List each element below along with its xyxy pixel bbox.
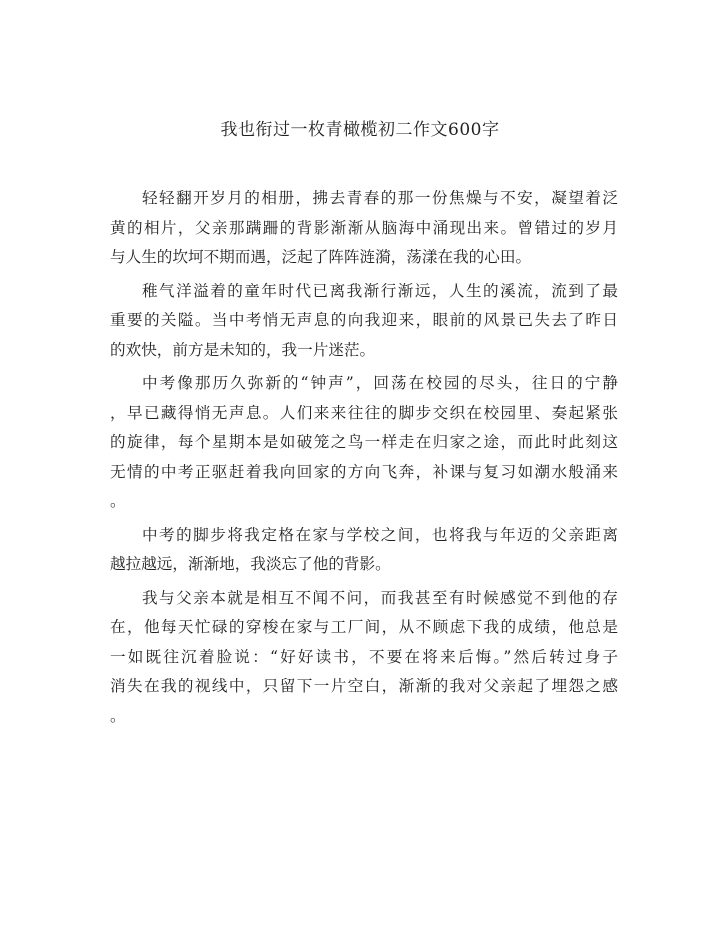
paragraph-line: 的欢快，前方是未知的，我一片迷茫。	[110, 340, 376, 359]
paragraph-line: 重要的关隘。当中考悄无声息的向我迎来，眼前的风景已失去了昨日	[110, 311, 618, 329]
paragraph-line: 的旋律，每个星期本是如破笼之鸟一样走在归家之途，而此时此刻这	[110, 433, 618, 451]
paragraph-line: 轻轻翻开岁月的相册，拂去青春的那一份焦燥与不安，凝望着泛	[142, 189, 618, 207]
paragraph-line: 黄的相片，父亲那蹒跚的背影渐渐从脑海中涌现出来。曾错过的岁月	[110, 218, 618, 237]
paragraph-line: 在，他每天忙碌的穿梭在家与工厂间，从不顾虑下我的成绩，他总是	[110, 618, 618, 636]
document-body	[110, 184, 618, 735]
paragraph-4	[110, 521, 618, 580]
paragraph-line: 中考的脚步将我定格在家与学校之间，也将我与年迈的父亲距离	[142, 525, 618, 544]
document-title: 我也衔过一枚青橄榄初二作文600字	[220, 120, 500, 140]
paragraph-line: 。	[110, 492, 126, 510]
paragraph-line: 消失在我的视线中，只留下一片空白，渐渐的我对父亲起了埋怨之感	[110, 677, 618, 695]
paragraph-line: 稚气洋溢着的童年时代已离我渐行渐远，人生的溪流，流到了最	[142, 281, 618, 300]
paragraph-line: 中考像那历久弥新的“钟声”，回荡在校园的尽头，往日的宁静	[142, 374, 618, 392]
paragraph-line: 一如既往沉着脸说：“好好读书，不要在将来后悔。”然后转过身子	[110, 647, 618, 666]
paragraph-line: 与人生的坎坷不期而遇，泛起了阵阵涟漪，荡漾在我的心田。	[110, 248, 532, 266]
paragraph-line: 无情的中考正驱赶着我向回家的方向飞奔，补课与复习如潮水般涌来	[110, 462, 618, 481]
paragraph-1	[110, 184, 618, 273]
paragraph-5	[110, 584, 618, 732]
paragraph-line: 我与父亲本就是相互不闻不问，而我甚至有时候感觉不到他的存	[142, 588, 618, 607]
paragraph-line: 。	[110, 706, 126, 725]
paragraph-3	[110, 369, 618, 517]
paragraph-line: ，早已藏得悄无声息。人们来来往往的脚步交织在校园里、奏起紧张	[110, 403, 618, 422]
paragraph-line: 越拉越远，渐渐地，我淡忘了他的背影。	[110, 555, 391, 573]
paragraph-2	[110, 277, 618, 366]
